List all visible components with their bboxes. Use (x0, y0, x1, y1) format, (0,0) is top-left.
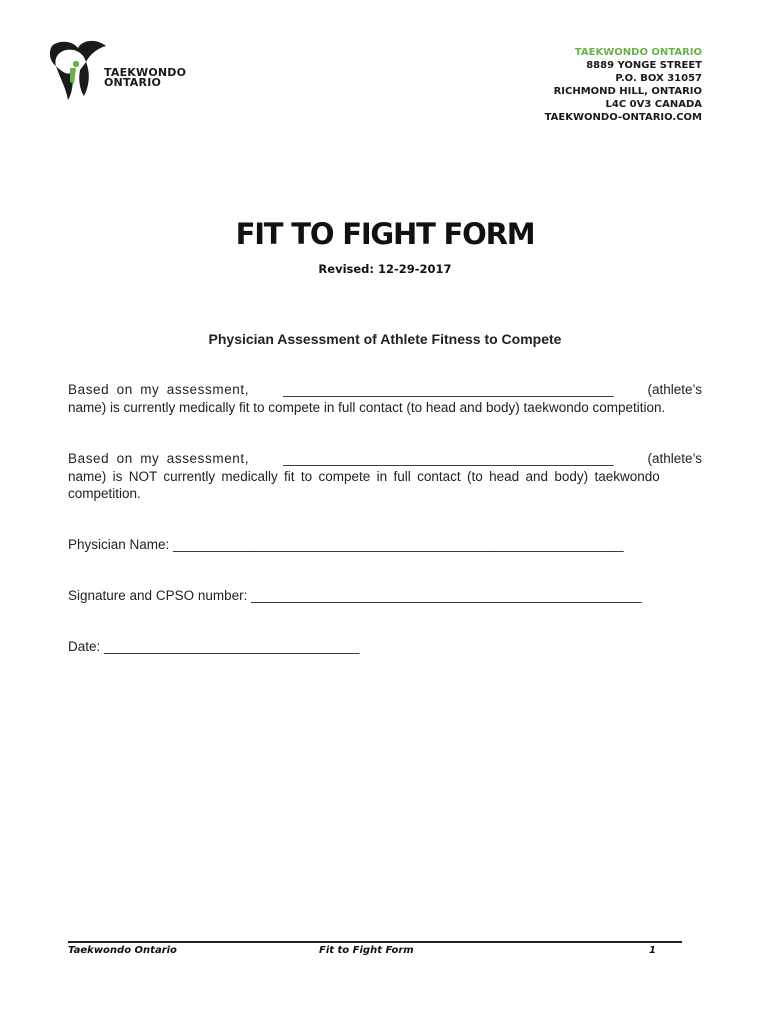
form-subtitle: Physician Assessment of Athlete Fitness to Compete (208, 331, 562, 347)
taekwondo-ontario-logo (46, 38, 186, 104)
fit-statement-line1 (68, 381, 702, 399)
not-fit-statement-paragraph (68, 450, 702, 503)
signature-cpso-blank[interactable]: ____________________________________________________ (251, 588, 642, 603)
athlete-name-blank-fit[interactable]: ____________________________________________ (283, 382, 614, 397)
signature-cpso-field[interactable] (68, 588, 642, 603)
fit-statement-paragraph (68, 381, 702, 416)
footer-organization: Taekwondo Ontario (68, 945, 177, 956)
logo-text-line1: TAEKWONDO (104, 66, 187, 79)
organization-website: TAEKWONDO-ONTARIO.COM (544, 112, 702, 123)
organization-name: TAEKWONDO ONTARIO (574, 47, 702, 58)
not-fit-statement-line2: name) is NOT currently medically fit to compete in full contact (to head and body) taekwondo (68, 468, 660, 484)
athlete-label-fit: (athlete’s (647, 382, 702, 397)
form-title: FIT TO FIGHT FORM (235, 217, 535, 251)
fit-statement-intro: Based on my assessment, (68, 382, 250, 397)
date-field[interactable] (68, 639, 359, 654)
address-line-city: RICHMOND HILL, ONTARIO (553, 86, 702, 97)
footer-divider (68, 941, 682, 943)
footer-page-number: 1 (649, 945, 656, 956)
address-line-street: 8889 YONGE STREET (586, 60, 702, 71)
footer-form-name: Fit to Fight Form (319, 945, 414, 956)
not-fit-statement-line3: competition. (68, 486, 141, 501)
physician-name-blank[interactable]: ____________________________________________________________ (173, 537, 624, 552)
physician-name-field[interactable] (68, 537, 624, 552)
not-fit-statement-intro: Based on my assessment, (68, 451, 250, 466)
fit-statement-line2: name) is currently medically fit to compete in full contact (to head and body) taekwondo competition. (68, 399, 666, 415)
logo-text-line2: ONTARIO (104, 76, 162, 89)
athlete-name-blank-not-fit[interactable]: ____________________________________________ (283, 451, 614, 466)
signature-cpso-label: Signature and CPSO number: (68, 588, 248, 603)
not-fit-statement-line1 (68, 450, 702, 468)
organization-address-block (545, 46, 702, 124)
address-line-po-box: P.O. BOX 31057 (615, 73, 702, 84)
physician-name-label: Physician Name: (68, 537, 170, 552)
date-blank[interactable]: __________________________________ (104, 639, 360, 654)
address-line-postal: L4C 0V3 CANADA (605, 99, 702, 110)
athlete-label-not-fit: (athlete’s (647, 451, 702, 466)
revised-date: Revised: 12-29-2017 (318, 262, 452, 276)
date-label: Date: (68, 639, 101, 654)
logo-wordmark (104, 68, 186, 88)
